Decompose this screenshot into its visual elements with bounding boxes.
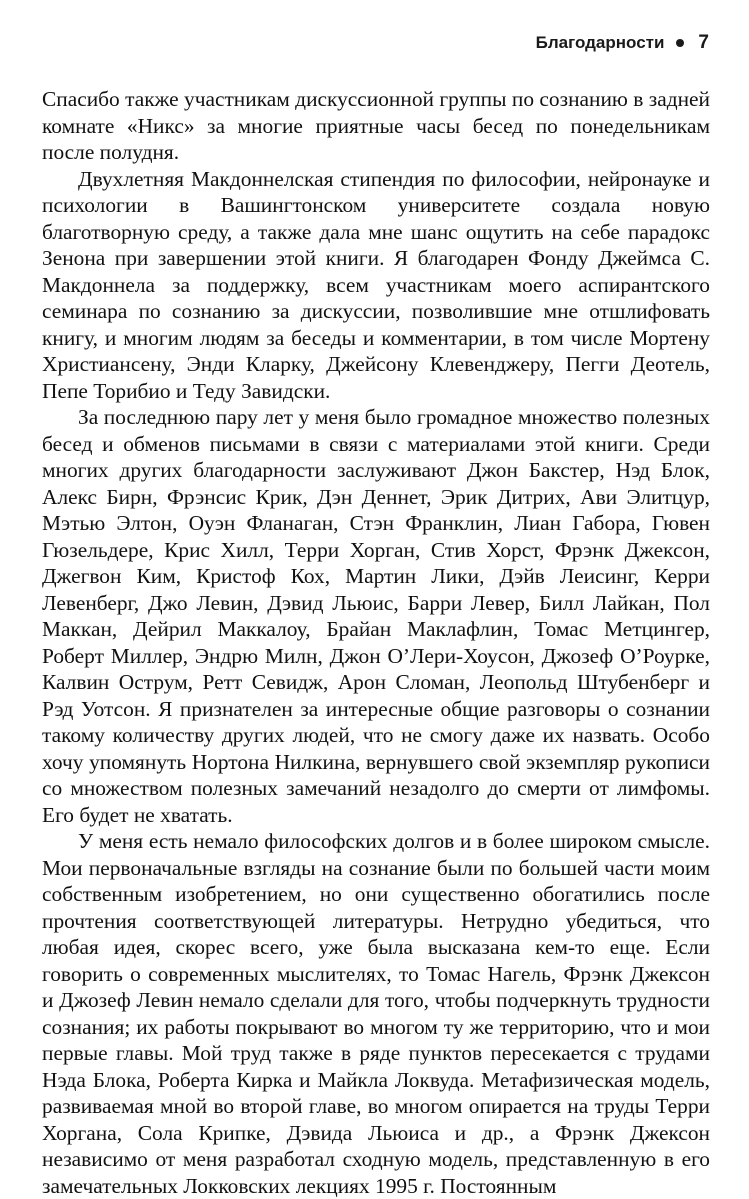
paragraph-4: У меня есть немало философских долгов и в более широком смысле. Мои первоначальные взгляды на сознание были по большей части моим собственным изобретением, но они существенно обогатились после прочтения соответствующей литературы. Нетрудно убедиться, что любая идея, скорес всего, уже была высказана кем-то еще. Если говорить о современных мыслителях, то Томас Нагель, Фрэнк Джексон и Джозеф Левин немало сделали для того, чтобы подчеркнуть трудности сознания; их работы покрывают во многом ту же территорию, что и мои первые главы. Мой труд также в ряде пунктов пересекается с трудами Нэда Блока, Роберта Кирка и Майкла Локвуда. Метафизическая модель, развиваемая мной во второй главе, во многом опирается на труды Терри Хоргана, Сола Крипке, Дэвида Льюиса и др., а Фрэнк Джексон независимо от меня разработал сходную модель, представленную в его замечательных Локковских лекциях 1995 г. Постоянным <box>42 829 710 1198</box>
bullet-separator-icon <box>676 39 684 47</box>
section-title: Благодарности <box>535 33 665 52</box>
running-head <box>536 32 709 54</box>
page-number: 7 <box>698 32 709 53</box>
paragraph-3: За последнюю пару лет у меня было громадное множество полезных бесед и обменов письмами в связи с материалами этой книги. Среди многих других благодарности заслуживают Джон Бакстер, Нэд Блок, Алекс Бирн, Фрэнсис Крик, Дэн Деннет, Эрик Дитрих, Ави Элитцур, Мэтью Элтон, Оуэн Фланаган, Стэн Франклин, Лиан Габора, Гювен Гюзельдере, Крис Хилл, Терри Хорган, Стив Хорст, Фрэнк Джексон, Джегвон Ким, Кристоф Кох, Мартин Лики, Дэйв Леисинг, Керри Левенберг, Джо Левин, Дэвид Льюис, Барри Левер, Билл Лайкан, Пол Маккан, Дейрил Маккалоу, Брайан Маклафлин, Томас Метцингер, Роберт Миллер, Эндрю Милн, Джон О’Лери-Хоусон, Джозеф О’Роурке, Калвин Острум, Ретт Севидж, Арон Сломан, Леопольд Штубенберг и Рэд Уотсон. Я признателен за интересные общие разговоры о сознании такому количеству других людей, что не смогу даже их назвать. Особо хочу упомянуть Нортона Нилкина, вернувшего свой экземпляр рукописи со множеством полезных замечаний незадолго до смерти от лимфомы. Его будет не хватать. <box>42 405 710 827</box>
paragraph-1: Спасибо также участникам дискуссионной группы по сознанию в задней комнате «Никс» за многие приятные часы бесед по понедельникам после полудня. <box>42 87 710 164</box>
paragraph-2: Двухлетняя Макдоннелская стипендия по философии, нейронауке и психологии в Вашингтонском университете создала новую благотворную среду, а также дала мне шанс ощутить на себе парадокс Зенона при завершении этой книги. Я благодарен Фонду Джеймса С. Макдоннела за поддержку, всем участникам моего аспирантского семинара по сознанию за дискуссии, позволившие мне отшлифовать книгу, и многим людям за беседы и комментарии, в том числе Мортену Христиансену, Энди Кларку, Джейсону Клевенджеру, Пегги Деотель, Пепе Торибио и Теду Завидски. <box>42 166 710 403</box>
body-text <box>42 86 710 1199</box>
